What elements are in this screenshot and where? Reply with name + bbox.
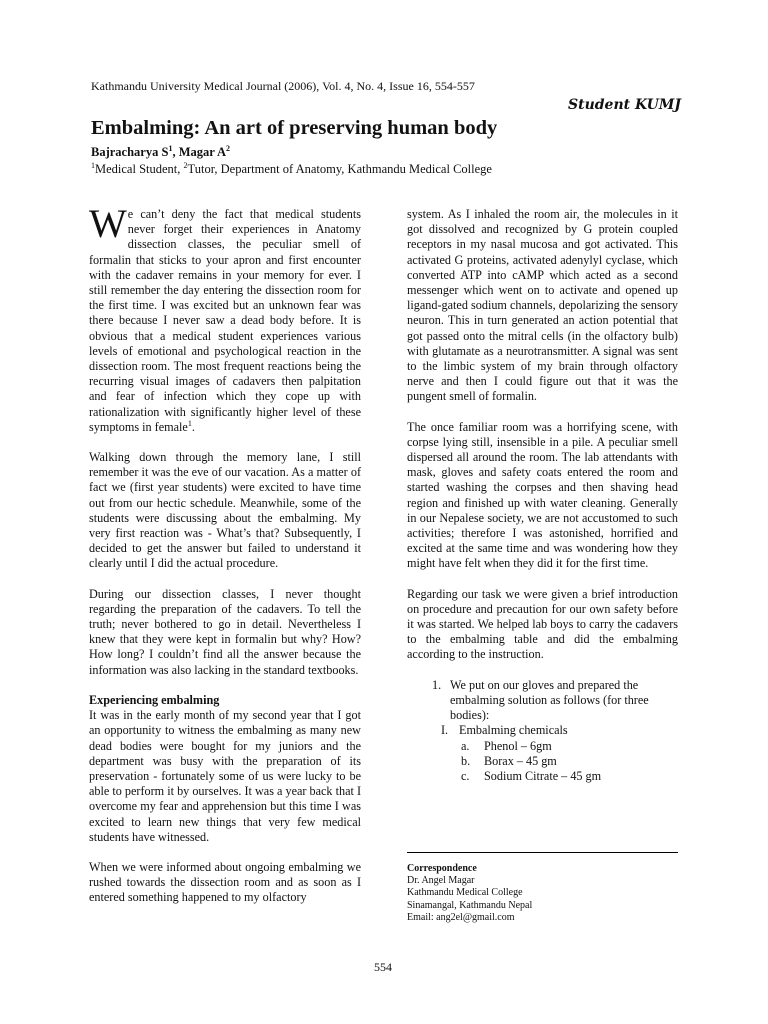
paragraph-informed: When we were informed about ongoing embalming we rushed towards the dissection room and as soon as I entered something happened to my olfactory xyxy=(89,859,361,905)
item-text: Borax – 45 gm xyxy=(484,753,557,768)
procedure-step xyxy=(432,677,678,784)
journal-tag: Student KUMJ xyxy=(568,97,681,113)
reference-marker: 1 xyxy=(187,418,192,428)
affiliation-marker: 1 xyxy=(91,160,95,170)
procedure-list xyxy=(407,678,678,784)
author-separator: , xyxy=(172,145,179,159)
affiliation-text: Tutor, Department of Anatomy, Kathmandu Medical College xyxy=(187,162,492,176)
sub-title: Embalming chemicals xyxy=(459,723,568,738)
item-text: Phenol – 6gm xyxy=(484,738,552,753)
author-name: Bajracharya S xyxy=(91,145,169,159)
sub-list xyxy=(441,723,678,784)
affiliation-text: Medical Student, xyxy=(95,162,184,176)
correspondence-block xyxy=(407,863,532,924)
correspondence-heading: Correspondence xyxy=(407,863,477,874)
chemical-list xyxy=(461,739,678,785)
paragraph-text: e can’t deny the fact that medical students never forget their experiences in Anatomy dissection classes, the peculiar smell of formalin that sticks to your apron and first encounter with the cadaver remains in your memory for ever. I still remember the day entering the dissection room for the first time. I was excited but an unknown fear was there because I never saw a dead body before. It is obvious that a medical student experiences various levels of emotional and psychological reaction in the dissection room. The most frequent reactions being the recurring visual images of cadavers then palpitation and fear of infection which they cope up with rationalization with significantly higher level of these symptoms in female xyxy=(89,207,361,434)
paragraph-dissection-classes: During our dissection classes, I never thought regarding the preparation of the cadavers. To tell the truth; never bothered to go in detail. Nevertheless I knew that they were kept in formalin but why? How? How long? I couldn’t find all the answer because the information was also lacking in the standard textbooks. xyxy=(89,586,361,677)
affiliation-line xyxy=(91,162,492,177)
affiliation-marker: 1 xyxy=(168,143,173,153)
author-list xyxy=(91,145,230,160)
paragraph-room-scene: The once familiar room was a horrifying scene, with corpse lying still, insensible in a pile. A peculiar smell dispersed all around the room. The lab attendants with mask, gloves and safety coats entered the room and started washing the corpses and then shaving head region and finished up with water cleaning. Generally in our Nepalese society, we are not accustomed to such activities; therefore I was astonished, horrified and excited at the same time and was wondering how they might have felt when they did it for the first time. xyxy=(407,419,678,571)
paragraph-memory-lane: Walking down through the memory lane, I still remember it was the eve of our vacation. As a matter of fact we (first year students) were excited to have time out from our hectic schedule. Meanwhile, some of the students were discussing about the embalming. My very first reaction was - What’s that? Subsequently, I decided to get the answer but failed to understand it clearly until I did the actual procedure. xyxy=(89,450,361,571)
chemical-item xyxy=(461,739,678,754)
section-heading: Experiencing embalming xyxy=(89,692,220,707)
correspondence-email: Email: ang2el@gmail.com xyxy=(407,911,515,923)
paragraph-intro xyxy=(89,201,361,435)
sub-list-item xyxy=(441,723,678,784)
author-name: Magar A xyxy=(178,145,227,159)
chemical-item xyxy=(461,754,678,769)
journal-citation: Kathmandu University Medical Journal (2006), Vol. 4, No. 4, Issue 16, 554-557 xyxy=(91,79,475,93)
left-column xyxy=(89,201,361,921)
item-letter: b. xyxy=(461,753,471,768)
correspondence-institution: Kathmandu Medical College xyxy=(407,887,523,899)
paragraph-experiencing: It was in the early month of my second year that I got an opportunity to witness the embalming as many new dead bodies were bought for my juniors and the department was busy with the preparation of its preservation - fortunately some of us were lucky to be able to perform it by ourselves. It was a year back that I overcome my fear and apprehension but this time I was excited to learn new things that very few medical students have witnessed. xyxy=(89,708,361,844)
page-number: 554 xyxy=(374,960,392,974)
correspondence-name: Dr. Angel Magar xyxy=(407,875,475,887)
step-text: We put on our gloves and prepared the embalming solution as follows (for three bodies): xyxy=(450,677,649,723)
affiliation-marker: 2 xyxy=(226,143,231,153)
right-column xyxy=(407,207,678,784)
step-number: 1. xyxy=(432,677,442,692)
item-letter: c. xyxy=(461,768,470,783)
chemical-item xyxy=(461,769,678,784)
footnote-divider xyxy=(407,852,678,853)
drop-cap: W xyxy=(89,201,127,246)
item-text: Sodium Citrate – 45 gm xyxy=(484,768,602,783)
paragraph-task: Regarding our task we were given a brief introduction on procedure and precaution for our own safety before it was started. We helped lab boys to carry the cadavers to the embalming table and did the embalming according to the instruction. xyxy=(407,586,678,662)
item-letter: a. xyxy=(461,738,470,753)
affiliation-marker: 2 xyxy=(183,160,188,170)
article-title: Embalming: An art of preserving human body xyxy=(91,117,498,139)
correspondence-address: Sinamangal, Kathmandu Nepal xyxy=(407,899,533,911)
paragraph-olfactory: system. As I inhaled the room air, the molecules in it got dissolved and recognized by G protein coupled receptors in my nasal mucosa and got activated. This activated G proteins, activated adenylyl cyclase, which converted ATP into cAMP which acted as a second messenger which went on to activate and opened up ligand-gated sodium channels, depolarizing the sensory neuron. This in turn generated an action potential that got passed onto the mitral cells (in the olfactory bulb) with glutamate as a neurotransmitter. A signal was sent to the limbic system of my brain through olfactory nerve and then I could figure out that it was the pungent smell of formalin. xyxy=(407,207,678,404)
paragraph-end: . xyxy=(191,419,195,434)
roman-numeral: I. xyxy=(441,723,449,738)
